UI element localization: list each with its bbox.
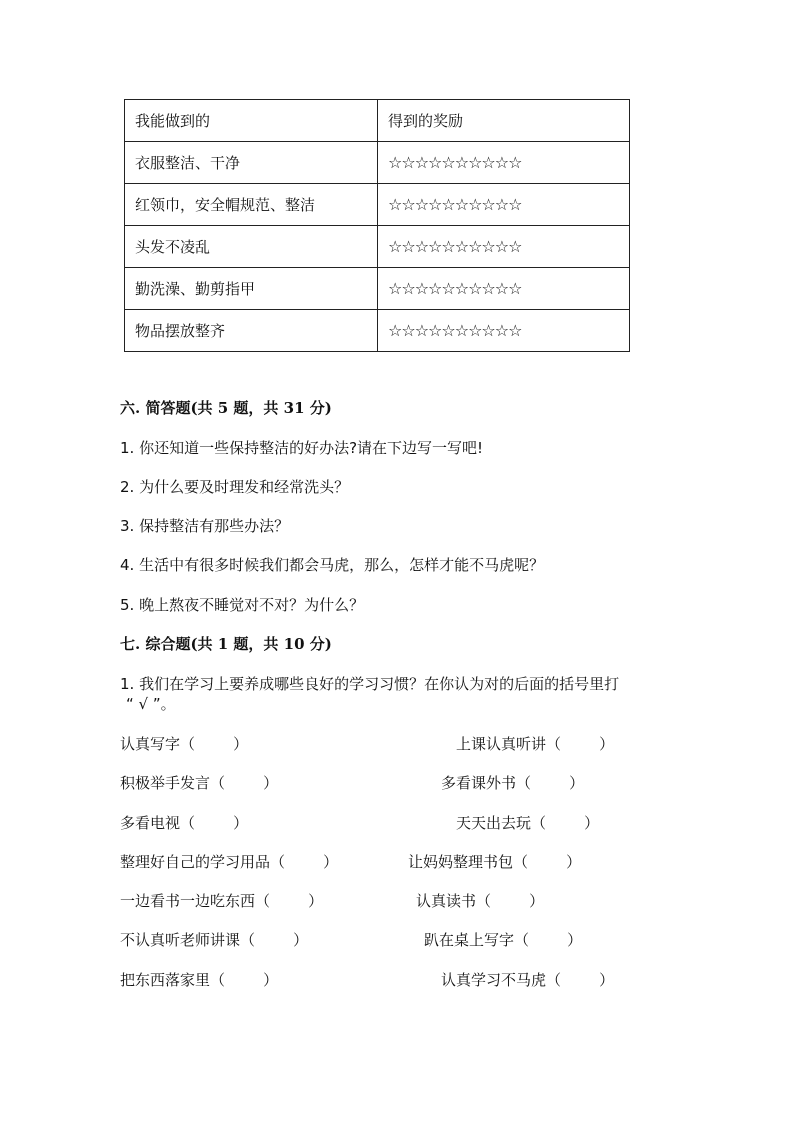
row-item: 头发不凌乱	[125, 226, 378, 268]
row-item: 勤洗澡、勤剪指甲	[125, 268, 378, 310]
star-rating[interactable]: ☆☆☆☆☆☆☆☆☆☆	[378, 226, 630, 268]
table-row	[125, 268, 630, 310]
question-text: 5. 晚上熬夜不睡觉对不对？为什么？	[120, 596, 365, 614]
row-item: 衣服整洁、干净	[125, 142, 378, 184]
row-item: 红领巾，安全帽规范、整洁	[125, 184, 378, 226]
habit-item[interactable]: 让妈妈整理书包（ ）	[408, 853, 582, 871]
reward-table	[124, 99, 630, 352]
question-text: 1. 我们在学习上要养成哪些良好的学习习惯？在你认为对的后面的括号里打	[120, 675, 620, 693]
question-text: 1. 你还知道一些保持整洁的好办法?请在下边写一写吧!	[120, 439, 484, 457]
habit-item[interactable]: 一边看书一边吃东西（ ）	[120, 892, 324, 910]
section-6-title: 六. 简答题(共 5 题，共 31 分)	[120, 399, 332, 417]
habit-item[interactable]: 多看电视（ ）	[120, 814, 249, 832]
habit-item[interactable]: 把东西落家里（ ）	[120, 971, 279, 989]
table-row	[125, 310, 630, 352]
question-text-continued: “ √ ”。	[126, 695, 176, 713]
habit-item[interactable]: 认真学习不马虎（ ）	[441, 971, 615, 989]
section-7-title: 七. 综合题(共 1 题，共 10 分)	[120, 635, 332, 653]
header-cell-ability: 我能做到的	[125, 100, 378, 142]
row-item: 物品摆放整齐	[125, 310, 378, 352]
question-text: 2. 为什么要及时理发和经常洗头？	[120, 478, 350, 496]
habit-item[interactable]: 认真读书（ ）	[416, 892, 545, 910]
star-rating[interactable]: ☆☆☆☆☆☆☆☆☆☆	[378, 142, 630, 184]
table-header-row	[125, 100, 630, 142]
habit-item[interactable]: 上课认真听讲（ ）	[456, 735, 615, 753]
header-cell-reward: 得到的奖励	[378, 100, 630, 142]
habit-item[interactable]: 趴在桌上写字（ ）	[424, 931, 583, 949]
question-text: 4. 生活中有很多时候我们都会马虎，那么，怎样才能不马虎呢？	[120, 556, 545, 574]
habit-item[interactable]: 积极举手发言（ ）	[120, 774, 279, 792]
star-rating[interactable]: ☆☆☆☆☆☆☆☆☆☆	[378, 184, 630, 226]
habit-item[interactable]: 认真写字（ ）	[120, 735, 249, 753]
habit-item[interactable]: 多看课外书（ ）	[441, 774, 585, 792]
habit-item[interactable]: 整理好自己的学习用品（ ）	[120, 853, 339, 871]
habit-item[interactable]: 天天出去玩（ ）	[456, 814, 600, 832]
star-rating[interactable]: ☆☆☆☆☆☆☆☆☆☆	[378, 268, 630, 310]
table-row	[125, 184, 630, 226]
question-text: 3. 保持整洁有那些办法？	[120, 517, 290, 535]
table-row	[125, 142, 630, 184]
habit-item[interactable]: 不认真听老师讲课（ ）	[120, 931, 309, 949]
table-row	[125, 226, 630, 268]
star-rating[interactable]: ☆☆☆☆☆☆☆☆☆☆	[378, 310, 630, 352]
